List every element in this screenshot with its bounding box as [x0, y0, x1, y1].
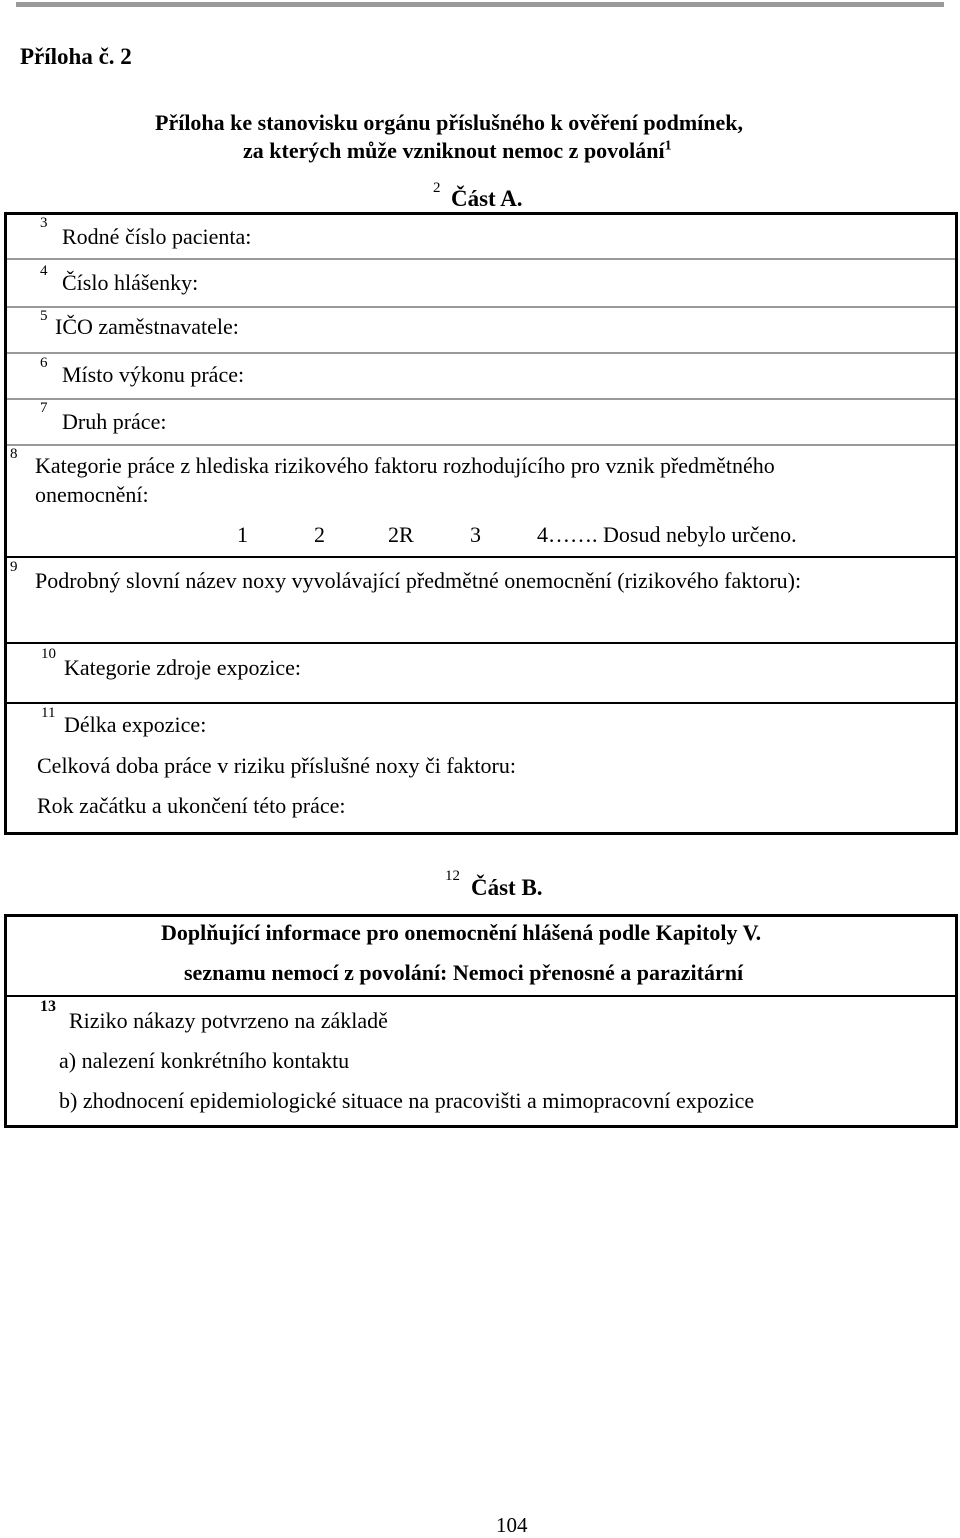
category-option-2[interactable]: 2: [314, 522, 325, 547]
risk-option-a: a) nalezení konkrétního kontaktu: [59, 1048, 350, 1073]
field-number: 4: [40, 263, 48, 279]
row-separator: [7, 352, 955, 354]
row-separator: [7, 642, 955, 644]
category-option-1[interactable]: 1: [237, 522, 248, 547]
field-number: 3: [40, 215, 48, 231]
risk-option-b: b) zhodnocení epidemiologické situace na pracovišti a mimopracovní expozice: [59, 1088, 755, 1113]
row-separator: [7, 702, 955, 704]
field-number: 13: [40, 998, 56, 1015]
row-separator: [7, 556, 955, 558]
part-a-footnote-ref: 2: [433, 180, 441, 196]
category-option-3[interactable]: 3: [470, 522, 481, 547]
field-work-place-label: Místo výkonu práce:: [62, 362, 245, 387]
document-title-line2: [243, 138, 672, 164]
page-number: 104: [496, 1513, 528, 1537]
field-number: 11: [41, 705, 56, 721]
document-title-line2-text: za kterých může vzniknout nemoc z povolání: [243, 138, 665, 163]
work-category-label-line2: onemocnění:: [35, 482, 149, 507]
category-option-4-undetermined[interactable]: 4……. Dosud nebylo určeno.: [537, 522, 797, 547]
category-option-2r[interactable]: 2R: [388, 522, 414, 547]
part-b-heading: Část B.: [471, 875, 543, 900]
part-b-subheading-line2: seznamu nemocí z povolání: Nemoci přenosné a parazitární: [184, 960, 744, 985]
field-employer-id-label: IČO zaměstnavatele:: [55, 314, 239, 339]
field-number: 5: [40, 308, 48, 324]
total-work-time-label: Celková doba práce v riziku příslušné noxy či faktoru:: [37, 753, 516, 778]
attachment-label: Příloha č. 2: [20, 44, 132, 69]
row-separator: [7, 398, 955, 400]
part-b-subheading-line1: Doplňující informace pro onemocnění hlášená podle Kapitoly V.: [161, 920, 762, 945]
document-title-line1: Příloha ke stanovisku orgánu příslušného k ověření podmínek,: [155, 110, 744, 135]
field-number: 7: [40, 400, 48, 416]
row-separator: [7, 306, 955, 308]
work-category-label-line1: Kategorie práce z hlediska rizikového faktoru rozhodujícího pro vznik předmětného: [35, 453, 775, 478]
exposure-duration-label: Délka expozice:: [64, 712, 207, 737]
field-number: 9: [10, 559, 18, 575]
field-number: 6: [40, 355, 48, 371]
exposure-source-label: Kategorie zdroje expozice:: [64, 655, 301, 680]
row-separator: [7, 258, 955, 260]
part-a-heading: Část A.: [451, 186, 523, 211]
noxa-name-label: Podrobný slovní název noxy vyvolávající předmětné onemocnění (rizikového faktoru):: [35, 568, 802, 593]
field-number: 8: [10, 446, 18, 462]
top-rule: [16, 2, 944, 7]
work-years-label: Rok začátku a ukončení této práce:: [37, 793, 346, 818]
part-b-footnote-ref: 12: [445, 868, 460, 884]
row-separator: [7, 995, 955, 997]
field-birth-number-label: Rodné číslo pacienta:: [62, 224, 252, 249]
field-number: 10: [41, 646, 56, 662]
field-work-type-label: Druh práce:: [62, 409, 167, 434]
row-separator: [7, 444, 955, 446]
footnote-ref-1: 1: [664, 138, 672, 154]
infection-risk-label: Riziko nákazy potvrzeno na základě: [69, 1008, 388, 1033]
field-report-number-label: Číslo hlášenky:: [62, 270, 199, 295]
